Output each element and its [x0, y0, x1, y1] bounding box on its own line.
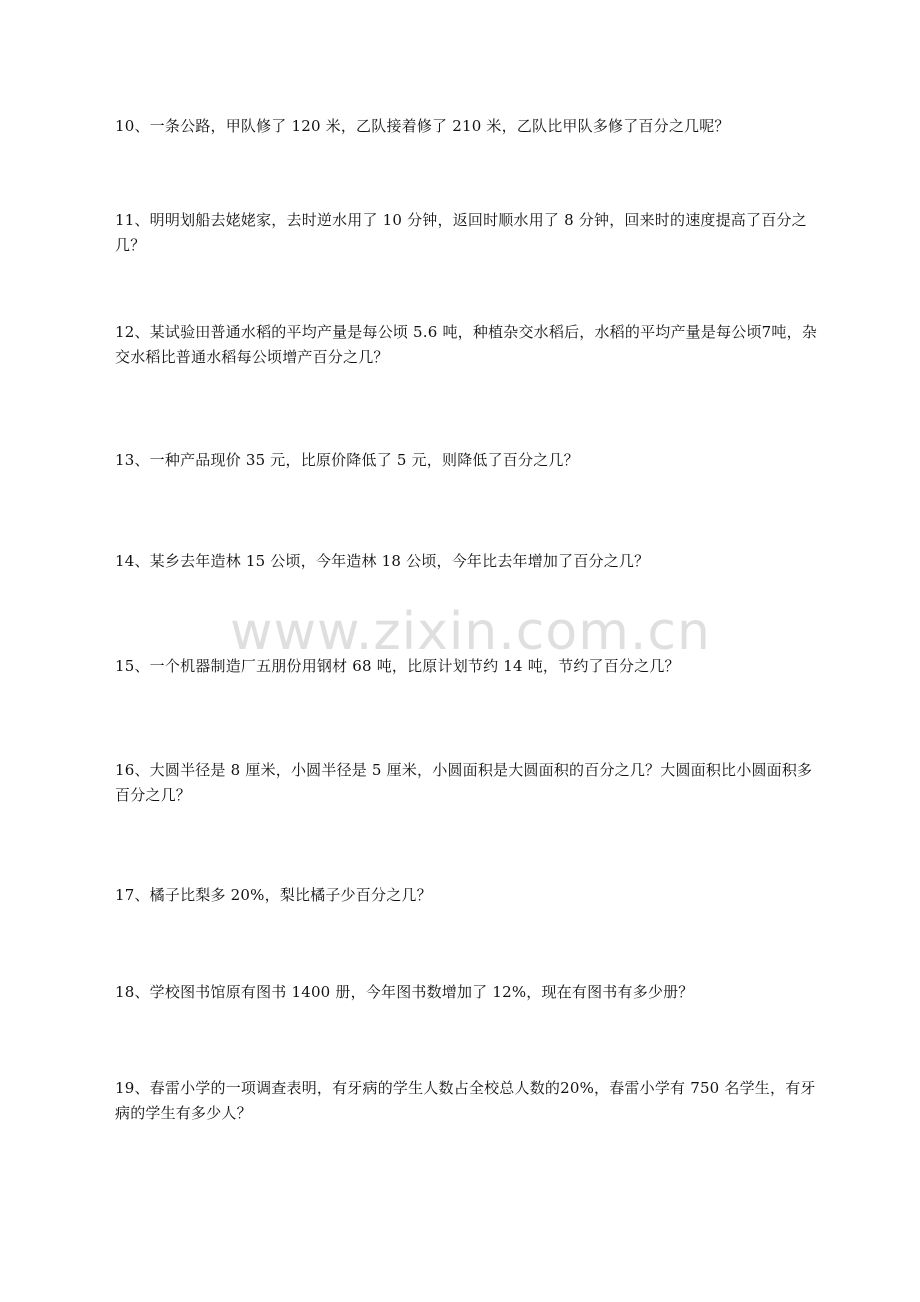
watermark: www.zixin.com.cn [230, 602, 711, 662]
question-15: 15、一个机器制造厂五朋份用钢材 68 吨，比原计划节约 14 吨，节约了百分之几？ [115, 657, 680, 675]
question-19: 19、春雷小学的一项调查表明，有牙病的学生人数占全校总人数的20%，春雷小学有 750 名学生，有牙病的学生有多少人？ [115, 1079, 816, 1122]
question-10: 10、一条公路，甲队修了 120 米，乙队接着修了 210 米，乙队比甲队多修了百分之几呢？ [115, 117, 730, 135]
question-11: 11、明明划船去姥姥家，去时逆水用了 10 分钟，返回时顺水用了 8 分钟，回来时的速度提高了百分之几？ [115, 211, 807, 254]
question-14: 14、某乡去年造林 15 公顷，今年造林 18 公顷，今年比去年增加了百分之几？ [115, 552, 650, 570]
question-18: 18、学校图书馆原有图书 1400 册，今年图书数增加了 12%，现在有图书有多少册？ [115, 983, 694, 1001]
question-16: 16、大圆半径是 8 厘米，小圆半径是 5 厘米，小圆面积是大圆面积的百分之几？大圆面积比小圆面积多百分之几？ [115, 761, 813, 804]
question-12: 12、某试验田普通水稻的平均产量是每公顷 5.6 吨，种植杂交水稻后，水稻的平均产量是每公顷7吨，杂交水稻比普通水稻每公顷增产百分之几？ [115, 323, 818, 366]
question-17: 17、橘子比梨多 20%，梨比橘子少百分之几？ [115, 886, 432, 904]
question-13: 13、一种产品现价 35 元，比原价降低了 5 元，则降低了百分之几？ [115, 451, 579, 469]
